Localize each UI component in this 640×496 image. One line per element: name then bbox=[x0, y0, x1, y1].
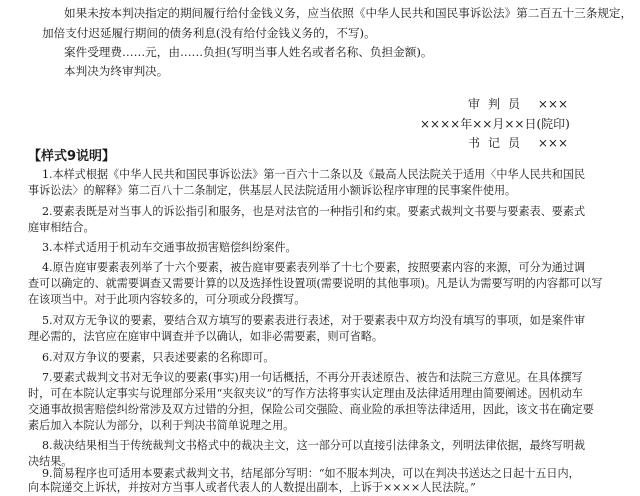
note-line: 时，可在本院认定事实与说理部分采用“夹叙夹议”的写作方法将事实认定理由及法律适用理由简要阐述。因机动车 bbox=[28, 387, 583, 400]
note-line: 素后加入本院认为部分，以利于判决书简单说理之用。 bbox=[28, 419, 295, 432]
notes-heading: 【样式9说明】 bbox=[28, 149, 116, 164]
judgment-date: ××××年××月××日 bbox=[420, 117, 537, 131]
note-line: 4.原告庭审要素表列举了十六个要素，被告庭审要素表列举了十七个要素，按照要素内容的来源，可分为通过调 bbox=[42, 261, 586, 274]
note-line: 向本院递交上诉状，并按对方当事人或者代表人的人数提出副本，上诉于××××人民法院。” bbox=[28, 481, 476, 494]
judge-label: 审判员 bbox=[468, 97, 529, 111]
note-line: 事诉讼法〉的解释》第二百八十二条制定，供基层人民法院适用小额诉讼程序审理的民事案件使用。 bbox=[28, 184, 517, 197]
court-seal: (院印) bbox=[536, 117, 570, 131]
judge-signature bbox=[468, 96, 568, 112]
judge-name: ××× bbox=[537, 97, 569, 111]
note-line: 理必需的，法官应在庭审中调查并予以确认，如非必需要素，则可省略。 bbox=[28, 330, 384, 343]
note-line: 8.裁决结果相当于传统裁判文书格式中的裁决主文，这一部分可以直接引法律条文，列明法律依据，最终写明裁 bbox=[42, 439, 586, 452]
note-line: 决结果。 bbox=[28, 455, 73, 468]
note-line: 庭审相结合。 bbox=[28, 221, 95, 234]
note-line: 3.本样式适用于机动车交通事故损害赔偿纠纷案件。 bbox=[42, 241, 297, 254]
paragraph-final-judgment: 本判决为终审判决。 bbox=[64, 64, 169, 78]
note-line: 7.要素式裁判文书对无争议的要素(事实)用一句话概括，不再分开表述原告、被告和法院三方意见。在具体撰写 bbox=[42, 371, 583, 384]
note-line: 查可以确定的、就需要调查又需要计算的以及选择性设置项(需要说明的其他事项)。凡是认为需要写明的内容都可以写 bbox=[28, 277, 603, 290]
paragraph-payment-obligation: 如果未按本判决指定的期间履行给付金钱义务，应当依照《中华人民共和国民事诉讼法》第二百五十三条规定， bbox=[64, 6, 633, 20]
paragraph-payment-obligation-cont: 加倍支付迟延履行期间的债务利息(没有给付金钱义务的，不写)。 bbox=[42, 26, 376, 40]
note-line: 6.对双方争议的要素，只表述要素的名称即可。 bbox=[42, 351, 275, 364]
note-line: 5.对双方无争议的要素，要结合双方填写的要素表进行表述，对于要素表中双方均没有填写的事项，如是案件审 bbox=[42, 314, 586, 327]
paragraph-case-fee: 案件受理费……元，由……负担(写明当事人姓名或者名称、负担金额)。 bbox=[64, 45, 433, 59]
note-line: 2.要素表既是对当事人的诉讼指引和服务，也是对法官的一种指引和约束。要素式裁判文书要与要素表、要素式 bbox=[42, 205, 586, 218]
clerk-label: 书记员 bbox=[468, 136, 529, 150]
note-line: 9.简易程序也可适用本要素式裁判文书，结尾部分写明：“如不服本判决，可以在判决书送达之日起十五日内， bbox=[42, 467, 580, 480]
note-line: 1.本样式根据《中华人民共和国民事诉讼法》第一百六十二条以及《最高人民法院关于适用〈中华人民共和国民 bbox=[42, 168, 586, 181]
note-line: 交通事故损害赔偿纠纷常涉及双方过错的分担，保险公司交强险、商业险的承担等法律适用，因此，该文书在确定要 bbox=[28, 403, 594, 416]
clerk-signature bbox=[468, 135, 568, 151]
signature-date-line bbox=[420, 116, 570, 132]
note-line: 在该项当中。对于此项内容较多的，可分项或分段撰写。 bbox=[28, 293, 306, 306]
clerk-name: ××× bbox=[537, 136, 569, 150]
